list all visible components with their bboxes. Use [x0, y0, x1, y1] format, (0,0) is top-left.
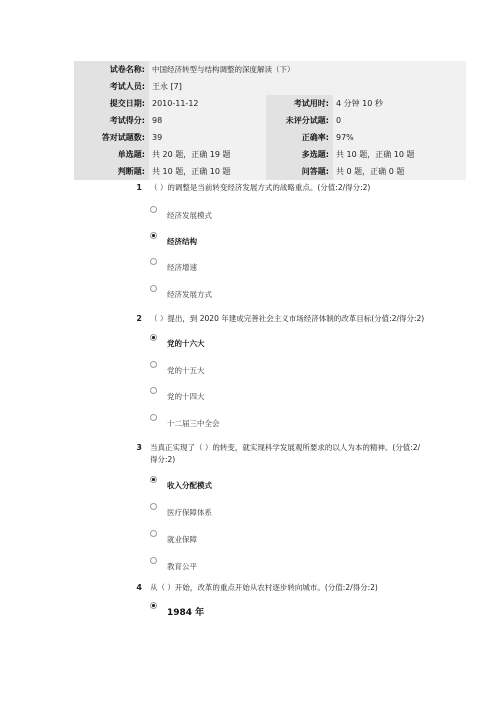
time-used-value: 4 分钟 10 秒	[333, 95, 466, 112]
exam-summary-table	[74, 61, 466, 180]
option-label: 党的十五大	[167, 366, 205, 375]
option-label: 就业保障	[167, 535, 197, 544]
time-used-label: 考试用时:	[266, 95, 333, 112]
question-text-line2: 得分:2)	[150, 455, 176, 464]
question-number: 1	[136, 183, 142, 192]
radio-icon[interactable]	[150, 387, 157, 394]
radio-icon[interactable]	[150, 414, 157, 421]
accuracy-label: 正确率:	[266, 129, 333, 146]
option-label: 经济增速	[167, 263, 197, 272]
question-number: 3	[136, 443, 142, 452]
correct-count-value: 39	[149, 129, 266, 146]
option-label: 党的十六大	[167, 339, 205, 348]
option-label: 收入分配模式	[167, 481, 212, 490]
option-label: 教育公平	[167, 562, 197, 571]
score-value: 98	[149, 112, 266, 129]
examinee-label: 考试人员:	[74, 78, 149, 95]
submit-date-label: 提交日期:	[74, 95, 149, 112]
option-label: 1984 年	[167, 608, 205, 618]
exam-name-value: 中国经济转型与结构调整的深度解读（下）	[149, 61, 466, 78]
radio-checked-icon[interactable]	[150, 334, 157, 341]
radio-checked-icon[interactable]	[150, 602, 157, 609]
score-label: 考试得分:	[74, 112, 149, 129]
option-label: 经济结构	[167, 237, 197, 246]
radio-icon[interactable]	[150, 361, 157, 368]
question-number: 4	[136, 583, 142, 592]
radio-icon[interactable]	[150, 503, 157, 510]
radio-icon[interactable]	[150, 557, 157, 564]
radio-icon[interactable]	[150, 206, 157, 213]
option-label: 医疗保障体系	[167, 508, 212, 517]
option-label: 经济发展方式	[167, 290, 212, 299]
qa-label: 问答题:	[266, 163, 333, 180]
exam-name-label: 试卷名称:	[74, 61, 149, 78]
qa-value: 共 0 题，正确 0 题	[333, 163, 466, 180]
radio-icon[interactable]	[150, 258, 157, 265]
judge-value: 共 10 题，正确 10 题	[149, 163, 266, 180]
option-label: 十二届三中全会	[167, 419, 220, 428]
multi-choice-label: 多选题:	[266, 146, 333, 163]
question-text: 从（ ）开始，改革的重点开始从农村逐步转向城市。(分值:2/得分:2)	[150, 583, 378, 592]
radio-icon[interactable]	[150, 530, 157, 537]
accuracy-value: 97%	[333, 129, 466, 146]
radio-checked-icon[interactable]	[150, 476, 157, 483]
unscored-value: 0	[333, 112, 466, 129]
radio-icon[interactable]	[150, 285, 157, 292]
judge-label: 判断题:	[74, 163, 149, 180]
unscored-label: 未评分试题:	[266, 112, 333, 129]
correct-count-label: 答对试题数:	[74, 129, 149, 146]
radio-checked-icon[interactable]	[150, 232, 157, 239]
option-label: 经济发展模式	[167, 211, 212, 220]
multi-choice-value: 共 10 题，正确 10 题	[333, 146, 466, 163]
question-text: （ ）的调整是当前转变经济发展方式的战略重点。(分值:2/得分:2)	[150, 183, 371, 192]
single-choice-value: 共 20 题，正确 19 题	[149, 146, 266, 163]
question-text-line1: 当真正实现了（ ）的转变，就实现科学发展观所要求的以人为本的精神。(分值:2/	[150, 443, 421, 452]
submit-date-value: 2010-11-12	[149, 95, 266, 112]
single-choice-label: 单选题:	[74, 146, 149, 163]
question-number: 2	[136, 314, 142, 323]
question-text: （ ）提出，到 2020 年建成完善社会主义市场经济体制的改革目标(分值:2/得分:2)	[150, 314, 425, 323]
option-label: 党的十四大	[167, 392, 205, 401]
examinee-value: 王永 [7]	[149, 78, 466, 95]
